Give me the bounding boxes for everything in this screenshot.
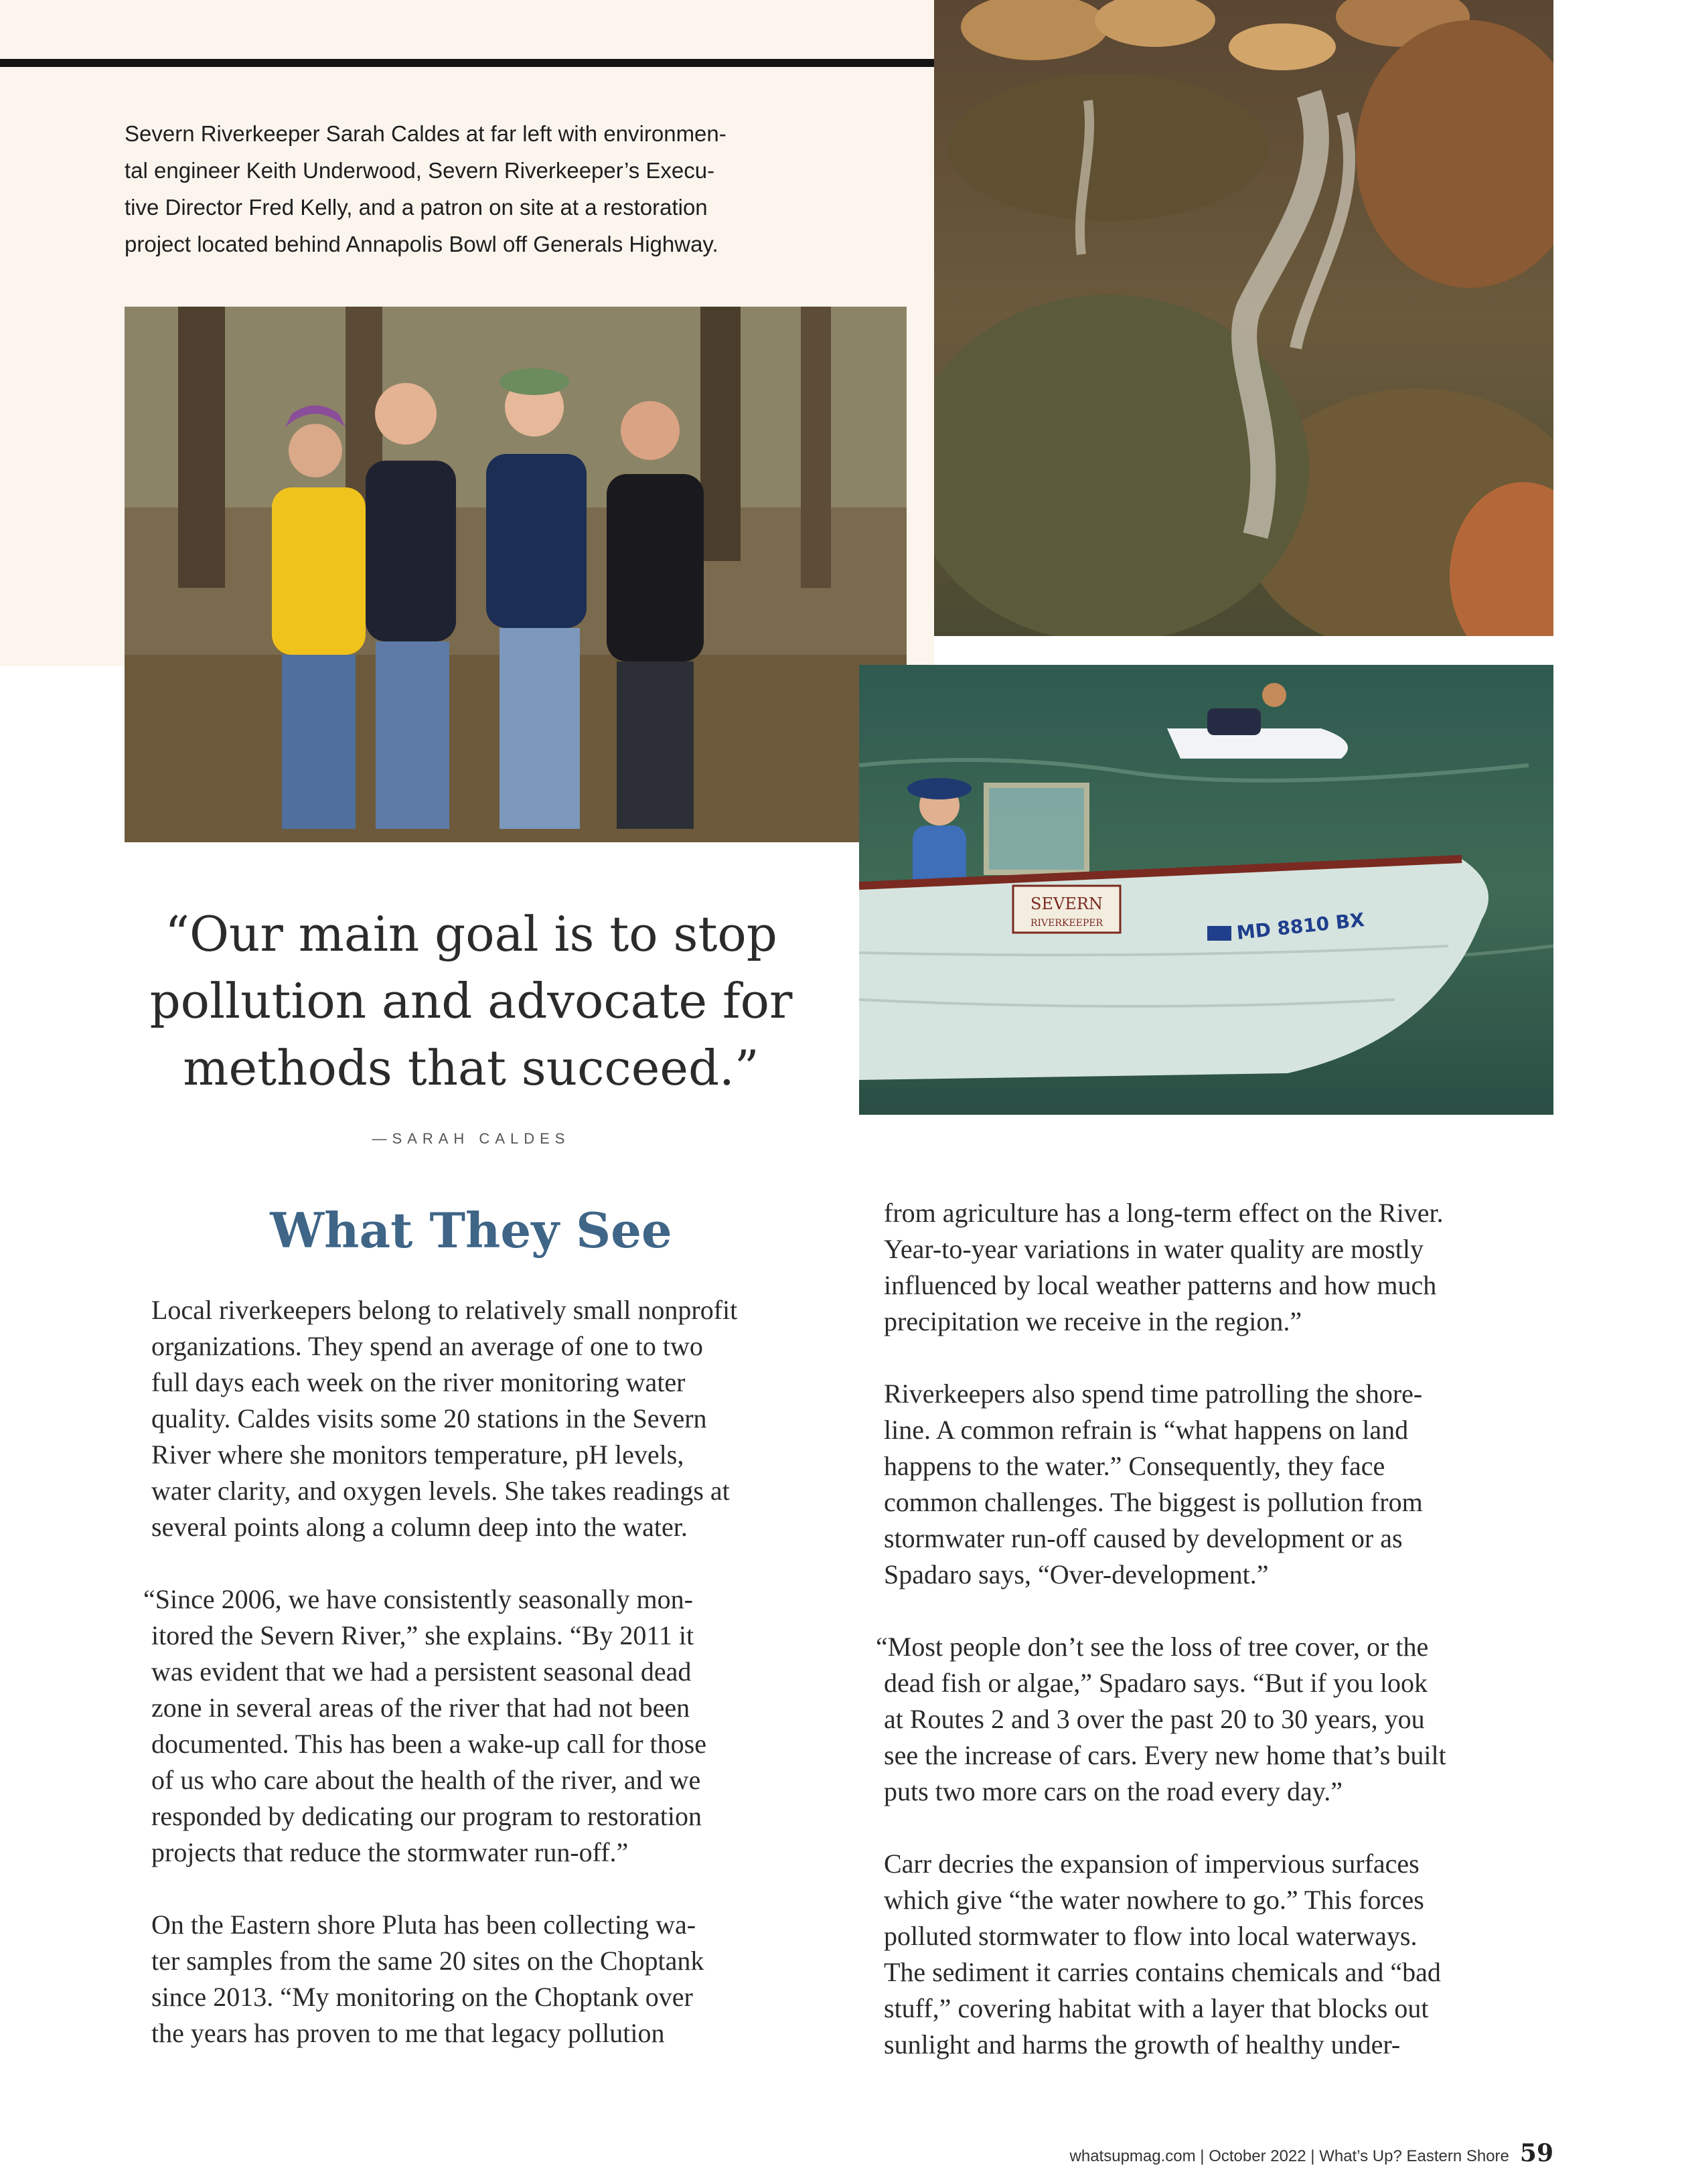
- pull-quote-line: “Our main goal is to stop: [165, 906, 777, 962]
- text-line: precipitation we receive in the region.”: [884, 1306, 1302, 1336]
- text-line: happens to the water.” Consequently, they face: [884, 1451, 1385, 1481]
- text-line: common challenges. The biggest is pollution from: [884, 1487, 1423, 1517]
- text-line: stuff,” covering habitat with a layer that blocks out: [884, 1993, 1429, 2023]
- boat-registration: MD 8810 BX: [1235, 909, 1366, 944]
- page-footer: [1070, 2139, 1553, 2167]
- text-line: puts two more cars on the road every day.”: [884, 1776, 1343, 1806]
- text-line: organizations. They spend an average of one to two: [151, 1331, 703, 1361]
- text-line: Riverkeepers also spend time patrolling the shore-: [884, 1379, 1423, 1409]
- text-line: quality. Caldes visits some 20 stations in the Severn: [151, 1403, 707, 1433]
- text-line: dead fish or algae,” Spadaro says. “But if you look: [884, 1668, 1428, 1698]
- section-heading: What They See: [270, 1202, 672, 1259]
- text-line: zone in several areas of the river that had not been: [151, 1693, 690, 1723]
- text-line: Year-to-year variations in water quality are mostly: [884, 1234, 1424, 1264]
- text-line: Spadaro says, “Over-development.”: [884, 1559, 1269, 1589]
- text-line: The sediment it carries contains chemicals and “bad: [884, 1957, 1441, 1987]
- text-line: itored the Severn River,” she explains. “By 2011 it: [151, 1620, 694, 1650]
- text-line: documented. This has been a wake-up call for those: [151, 1729, 706, 1759]
- text-line: water clarity, and oxygen levels. She takes readings at: [151, 1476, 730, 1506]
- text-line: since 2013. “My monitoring on the Choptank over: [151, 1982, 693, 2012]
- pull-quote-line: methods that succeed.”: [183, 1040, 759, 1096]
- boat-label-severn: SEVERN: [1030, 894, 1103, 913]
- text-line: see the increase of cars. Every new home that’s built: [884, 1740, 1446, 1770]
- text-line: “Since 2006, we have consistently seasonally mon-: [143, 1584, 693, 1614]
- boat-photo: [859, 665, 1553, 1115]
- paragraph: [876, 1629, 1574, 1810]
- text-line: River where she monitors temperature, pH levels,: [151, 1439, 684, 1470]
- right-column: [876, 1195, 1574, 2099]
- text-line: the years has proven to me that legacy pollution: [151, 2018, 665, 2048]
- quote-attribution: —SARAH CALDES: [372, 1130, 570, 1147]
- paragraph: [143, 1581, 821, 1871]
- text-line: was evident that we had a persistent seasonal dead: [151, 1656, 692, 1687]
- text-line: Carr decries the expansion of impervious surfaces: [884, 1849, 1420, 1879]
- pull-quote-line: pollution and advocate for: [149, 973, 793, 1029]
- footer-text: whatsupmag.com | October 2022 | What’s Up? Eastern Shore: [1069, 2147, 1509, 2165]
- team-photo: [125, 307, 907, 842]
- text-line: influenced by local weather patterns and how much: [884, 1270, 1437, 1300]
- caption-line: tive Director Fred Kelly, and a patron on site at a restoration: [125, 195, 708, 220]
- text-line: at Routes 2 and 3 over the past 20 to 30 years, you: [884, 1704, 1425, 1734]
- text-line: polluted stormwater to flow into local waterways.: [884, 1921, 1418, 1951]
- text-line: On the Eastern shore Pluta has been collecting wa-: [151, 1909, 696, 1940]
- text-line: which give “the water nowhere to go.” This forces: [884, 1885, 1424, 1915]
- caption-line: tal engineer Keith Underwood, Severn Riverkeeper’s Execu-: [125, 158, 715, 183]
- paragraph: [151, 1292, 821, 1545]
- caption-line: Severn Riverkeeper Sarah Caldes at far left with environmen-: [125, 121, 727, 146]
- text-line: “Most people don’t see the loss of tree cover, or the: [876, 1632, 1429, 1662]
- text-line: of us who care about the health of the river, and we: [151, 1765, 701, 1795]
- text-line: line. A common refrain is “what happens on land: [884, 1415, 1409, 1445]
- left-column: [143, 1292, 821, 2088]
- pull-quote: [125, 901, 818, 1101]
- text-line: full days each week on the river monitoring water: [151, 1367, 686, 1397]
- text-line: sunlight and harms the growth of healthy under-: [884, 2029, 1401, 2059]
- top-rule: [0, 59, 934, 67]
- text-line: stormwater run-off caused by development or as: [884, 1523, 1403, 1553]
- caption-line: project located behind Annapolis Bowl off Generals Highway.: [125, 232, 718, 256]
- text-line: ter samples from the same 20 sites on the Choptank: [151, 1946, 704, 1976]
- paragraph: [151, 1907, 821, 2051]
- boat-label-riverkeeper: RIVERKEEPER: [1030, 918, 1103, 929]
- waterfall-photo: [934, 0, 1553, 636]
- text-line: from agriculture has a long-term effect on the River.: [884, 1198, 1444, 1228]
- text-line: several points along a column deep into the water.: [151, 1512, 688, 1542]
- photo-caption: [125, 115, 767, 262]
- paragraph: [884, 1846, 1574, 2063]
- text-line: projects that reduce the stormwater run-off.”: [151, 1837, 629, 1867]
- text-line: Local riverkeepers belong to relatively small nonprofit: [151, 1295, 738, 1325]
- paragraph: [884, 1195, 1574, 1340]
- text-line: responded by dedicating our program to restoration: [151, 1801, 702, 1831]
- page-number: 59: [1519, 2139, 1553, 2167]
- paragraph: [884, 1376, 1574, 1593]
